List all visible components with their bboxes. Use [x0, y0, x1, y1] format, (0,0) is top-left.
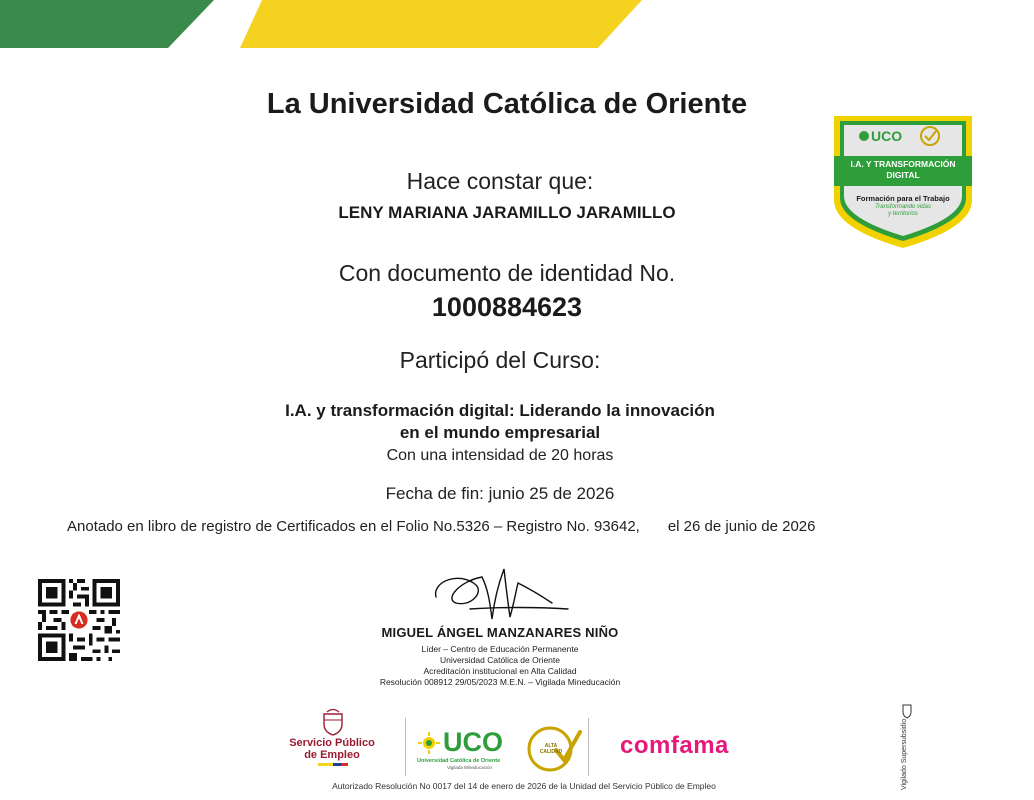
badge-logo: UCO	[871, 128, 903, 144]
course-name	[0, 400, 1000, 444]
spe-logo	[284, 737, 380, 761]
uco-vigilada: Vigilada Mineducación	[447, 765, 492, 770]
badge-title-line2: DIGITAL	[886, 170, 920, 180]
certifies-intro: Hace constar que:	[406, 168, 594, 194]
badge-tagline-line2: y territorios	[888, 211, 918, 217]
course-name-line1: I.A. y transformación digital: Liderando la innovación	[285, 401, 715, 420]
signature-scribble	[430, 563, 570, 625]
supersubsidio-mark	[897, 700, 917, 792]
comfama-logo: comfama	[620, 732, 729, 759]
end-date: Fecha de fin: junio 25 de 2026	[385, 484, 615, 503]
badge-subtitle: Formación para el Trabajo	[856, 194, 950, 203]
signer-role: Líder – Centro de Educación Permanente	[421, 644, 579, 654]
yellow-band	[240, 0, 642, 48]
top-decorative-bands	[0, 0, 650, 48]
uco-logo-text: UCO	[443, 727, 503, 757]
qr-code[interactable]	[38, 579, 120, 661]
spe-line1: Servicio Público	[289, 737, 375, 749]
colombia-flag-bar	[318, 763, 348, 766]
badge-tagline-line1: Transformando vidas	[875, 204, 931, 210]
green-band	[0, 0, 214, 48]
id-label: Con documento de identidad No.	[338, 260, 676, 286]
signer-resolution: Resolución 008912 29/05/2023 M.E.N. – Vigilada Mineducación	[379, 677, 621, 687]
registry-note	[67, 518, 815, 535]
course-intensity: Con una intensidad de 20 horas	[386, 447, 614, 464]
id-number: 1000884623	[431, 292, 583, 322]
authorization-note: Autorizado Resolución No 0017 del 14 de enero de 2026 de la Unidad del Servicio Público de Empleo	[332, 781, 716, 791]
signer-accreditation: Acreditación institucional en Alta Calidad	[423, 666, 577, 676]
registry-text: Anotado en libro de registro de Certificados en el Folio No.5326 – Registro No. 93642,	[67, 518, 640, 535]
signer-name: MIGUEL ÁNGEL MANZANARES NIÑO	[381, 625, 619, 640]
registry-date: el 26 de junio de 2026	[667, 518, 816, 535]
footer-divider-right	[588, 718, 589, 776]
quality-seal-label: ALTA CALIDAD	[539, 743, 563, 755]
footer-divider-left	[405, 718, 406, 776]
supersubsidio-text: Vigilado Supersubsidio	[901, 718, 908, 790]
colombia-coat-of-arms-icon	[320, 708, 346, 736]
page-title: La Universidad Católica de Oriente	[266, 88, 748, 120]
recipient-name: LENY MARIANA JARAMILLO JARAMILLO	[338, 203, 676, 222]
participated-label: Participó del Curso:	[399, 347, 601, 373]
spe-line2: de Empleo	[304, 749, 360, 761]
signer-institution: Universidad Católica de Oriente	[439, 655, 560, 665]
uco-name: Universidad Católica de Oriente	[417, 758, 501, 764]
signer-details	[330, 644, 670, 692]
badge-title-line1: I.A. Y TRANSFORMACIÓN	[850, 159, 956, 169]
uco-sun-icon	[417, 731, 441, 755]
course-name-line2: en el mundo empresarial	[399, 423, 601, 442]
